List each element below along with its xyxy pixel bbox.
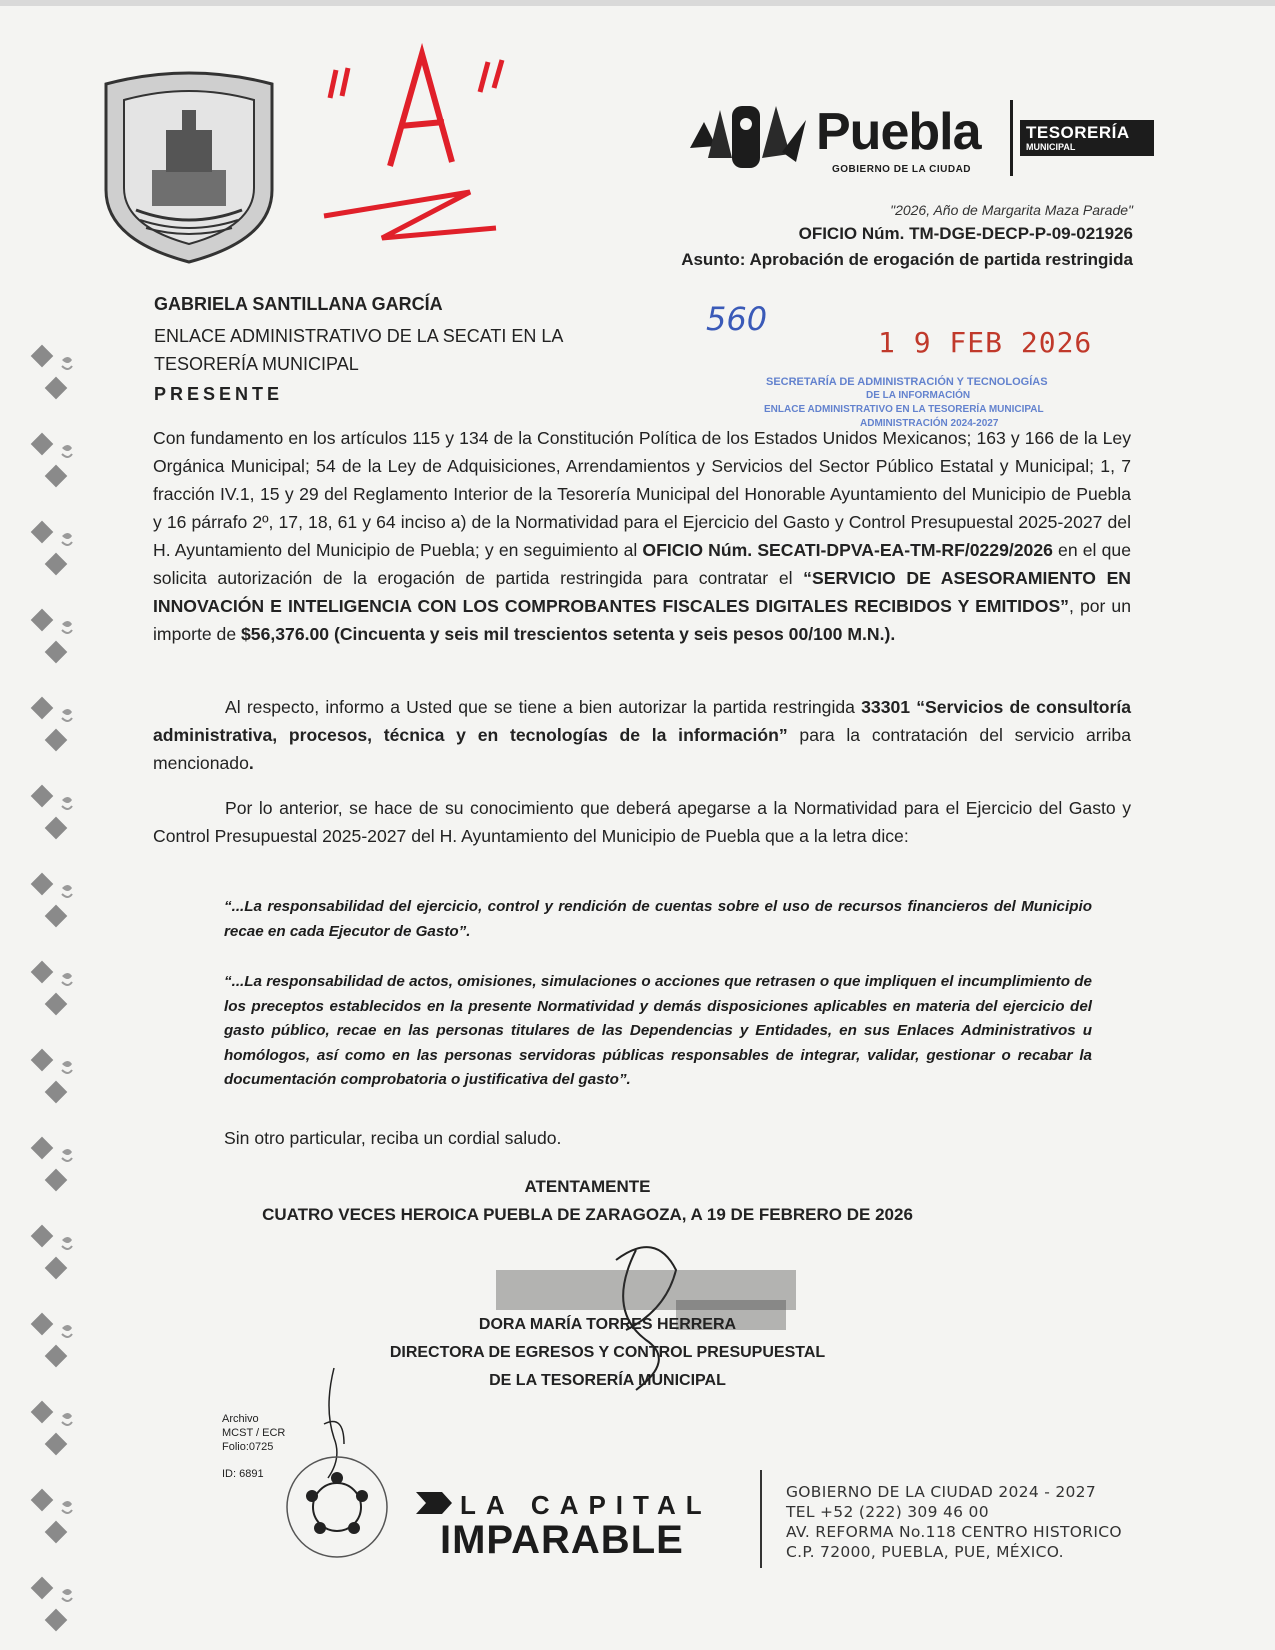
footer-postal: C.P. 72000, PUEBLA, PUE, MÉXICO. [786, 1543, 1064, 1561]
city-seal-icon [96, 70, 282, 266]
signer-department: DE LA TESORERÍA MUNICIPAL [489, 1372, 726, 1389]
partida-name: 33301 “Servicios de consultoría administrativa, procesos, técnica y en tecnologías de la información” [153, 697, 1131, 745]
footer-divider [760, 1470, 762, 1568]
oficio-number: OFICIO Núm. TM-DGE-DECP-P-09-021926 [798, 224, 1133, 243]
amount: $56,376.00 (Cincuenta y seis mil trescientos setenta y seis pesos 00/100 M.N.). [241, 624, 896, 644]
equality-seal [282, 1452, 392, 1562]
quote-responsibility-1: “...La responsabilidad del ejercicio, control y rendición de cuentas sobre el uso de recursos financieros del Municipio recae en cada Ejecutor de Gasto”. [224, 898, 1092, 940]
logo-divider [1010, 100, 1013, 176]
logo-puebla-text: Puebla [816, 103, 981, 161]
scan-edge [0, 0, 1275, 6]
year-motto: "2026, Año de Margarita Maza Parade" [890, 202, 1133, 218]
municipal-seal [96, 70, 282, 266]
handwritten-red-mark [320, 40, 550, 270]
recipient-role-line-2: TESORERÍA MUNICIPAL [154, 354, 359, 374]
signer-name: DORA MARÍA TORRES HERRERA [478, 1316, 737, 1333]
archive-id: ID: 6891 [222, 1468, 264, 1480]
tesoreria-sub-label: MUNICIPAL [1026, 142, 1076, 152]
border-pattern-icon [26, 340, 76, 1640]
paragraph-legal-basis [153, 424, 1131, 648]
stamp-handwritten-number: 560 [706, 300, 768, 338]
stamp-date: 1 9 FEB 2026 [878, 326, 1093, 359]
la-capital-imparable-logo [414, 1484, 724, 1564]
decorative-border [26, 340, 76, 1640]
footer-contact [786, 1482, 1122, 1562]
subject-line: Asunto: Aprobación de erogación de partida restringida [681, 250, 1133, 269]
puebla-tesoreria-logo [686, 88, 1156, 188]
logo-subtitle: GOBIERNO DE LA CIUDAD [832, 164, 972, 175]
stamp-line-4: ADMINISTRACIÓN 2024-2027 [860, 418, 999, 429]
recipient-name: GABRIELA SANTILLANA GARCÍA [154, 294, 443, 314]
stamp-line-3: ENLACE ADMINISTRATIVO EN LA TESORERÍA MUNICIPAL [764, 404, 1044, 415]
paragraph-text: en el que solicita autorización de la erogación de partida restringida para contratar el [153, 540, 1131, 588]
archive-folio: Folio:0725 [222, 1441, 274, 1453]
paragraph-text: para la contratación del servicio arriba mencionado [153, 725, 1131, 773]
paragraph-text: Al respecto, informo a Usted que se tiene a bien autorizar la partida restringida [225, 697, 862, 717]
equality-seal-icon [282, 1452, 392, 1562]
archive-block [222, 1412, 285, 1454]
signer-role: DIRECTORA DE EGRESOS Y CONTROL PRESUPUESTAL [389, 1344, 826, 1361]
slogan-line-2: IMPARABLE [440, 1518, 684, 1562]
atentamente-label: ATENTAMENTE [524, 1177, 651, 1196]
stamp-line-2: DE LA INFORMACIÓN [866, 390, 971, 401]
closing-greeting: Sin otro particular, reciba un cordial saludo. [224, 1128, 562, 1148]
footer-address: AV. REFORMA No.118 CENTRO HISTORICO [786, 1523, 1122, 1541]
quote-responsibility-2: “...La responsabilidad de actos, omisiones, simulaciones o acciones que retrasen o que impliquen el incumplimiento de los preceptos establecidos en la presente Normatividad y demás disposiciones aplicables en materia del ejercicio del gasto público, recae en las personas titulares de las Dependencias y Entidades, en sus Enlaces Administrativos u homólogos, así como en las personas servidoras públicas responsables de integrar, validar, gestionar o recabar la documentación comprobatoria o justificativa del gasto”. [224, 973, 1092, 1089]
paragraph-end: . [248, 753, 254, 773]
red-a-mark-icon [320, 40, 550, 270]
footer-government: GOBIERNO DE LA CIUDAD 2024 - 2027 [786, 1483, 1096, 1501]
archive-label: Archivo [222, 1413, 259, 1425]
archive-initials: MCST / ECR [222, 1427, 286, 1439]
paragraph-regulation: Por lo anterior, se hace de su conocimiento que deberá apegarse a la Normatividad para el Ejercicio del Gasto y Control Presupuestal 2025-2027 del H. Ayuntamiento del Municipio de Puebla que a la letra dice: [153, 798, 1131, 846]
stamp-line-1: SECRETARÍA DE ADMINISTRACIÓN Y TECNOLOGÍAS [766, 376, 1048, 388]
place-and-date: CUATRO VECES HEROICA PUEBLA DE ZARAGOZA, A 19 DE FEBRERO DE 2026 [262, 1205, 913, 1224]
presente-label: PRESENTE [154, 384, 284, 404]
slogan-arrow-icon [414, 1488, 454, 1518]
footer-phone: TEL +52 (222) 309 46 00 [786, 1503, 989, 1521]
paragraph-text: , por un importe de [153, 596, 1132, 644]
recipient-role-line-1: ENLACE ADMINISTRATIVO DE LA SECATI EN LA [154, 326, 564, 346]
referenced-oficio: OFICIO Núm. SECATI-DPVA-EA-TM-RF/0229/2026 [642, 540, 1053, 560]
paragraph-authorization [153, 693, 1131, 777]
tesoreria-label: TESORERÍA [1026, 123, 1130, 142]
slogan-line-1: LA CAPITAL [460, 1490, 712, 1520]
tesoreria-badge [1020, 120, 1154, 156]
paragraph-text: Con fundamento en los artículos 115 y 134 de la Constitución Política de los Estados Unidos Mexicanos; 163 y 166 de la Ley Orgánica Municipal; 54 de la Ley de Adquisiciones, Arrendamientos y Servicios del Sector Público Estatal y Municipal; 1, 7 fracción IV.1, 15 y 29 del Reglamento Interior de la Tesorería Municipal del Honorable Ayuntamiento del Municipio de Puebla y 16 párrafo 2º, 17, 18, 61 y 64 inciso a) de la Normatividad para el Ejercicio del Gasto y Control Presupuestal 2025-2027 del H. Ayuntamiento del Municipio de Puebla; y en seguimiento al [153, 428, 1131, 560]
service-name: “SERVICIO DE ASESORAMIENTO EN INNOVACIÓN E INTELIGENCIA CON LOS COMPROBANTES FISCALES DIGITALES RECIBIDOS Y EMITIDOS” [153, 568, 1132, 616]
puebla-emblem-icon [686, 88, 814, 188]
